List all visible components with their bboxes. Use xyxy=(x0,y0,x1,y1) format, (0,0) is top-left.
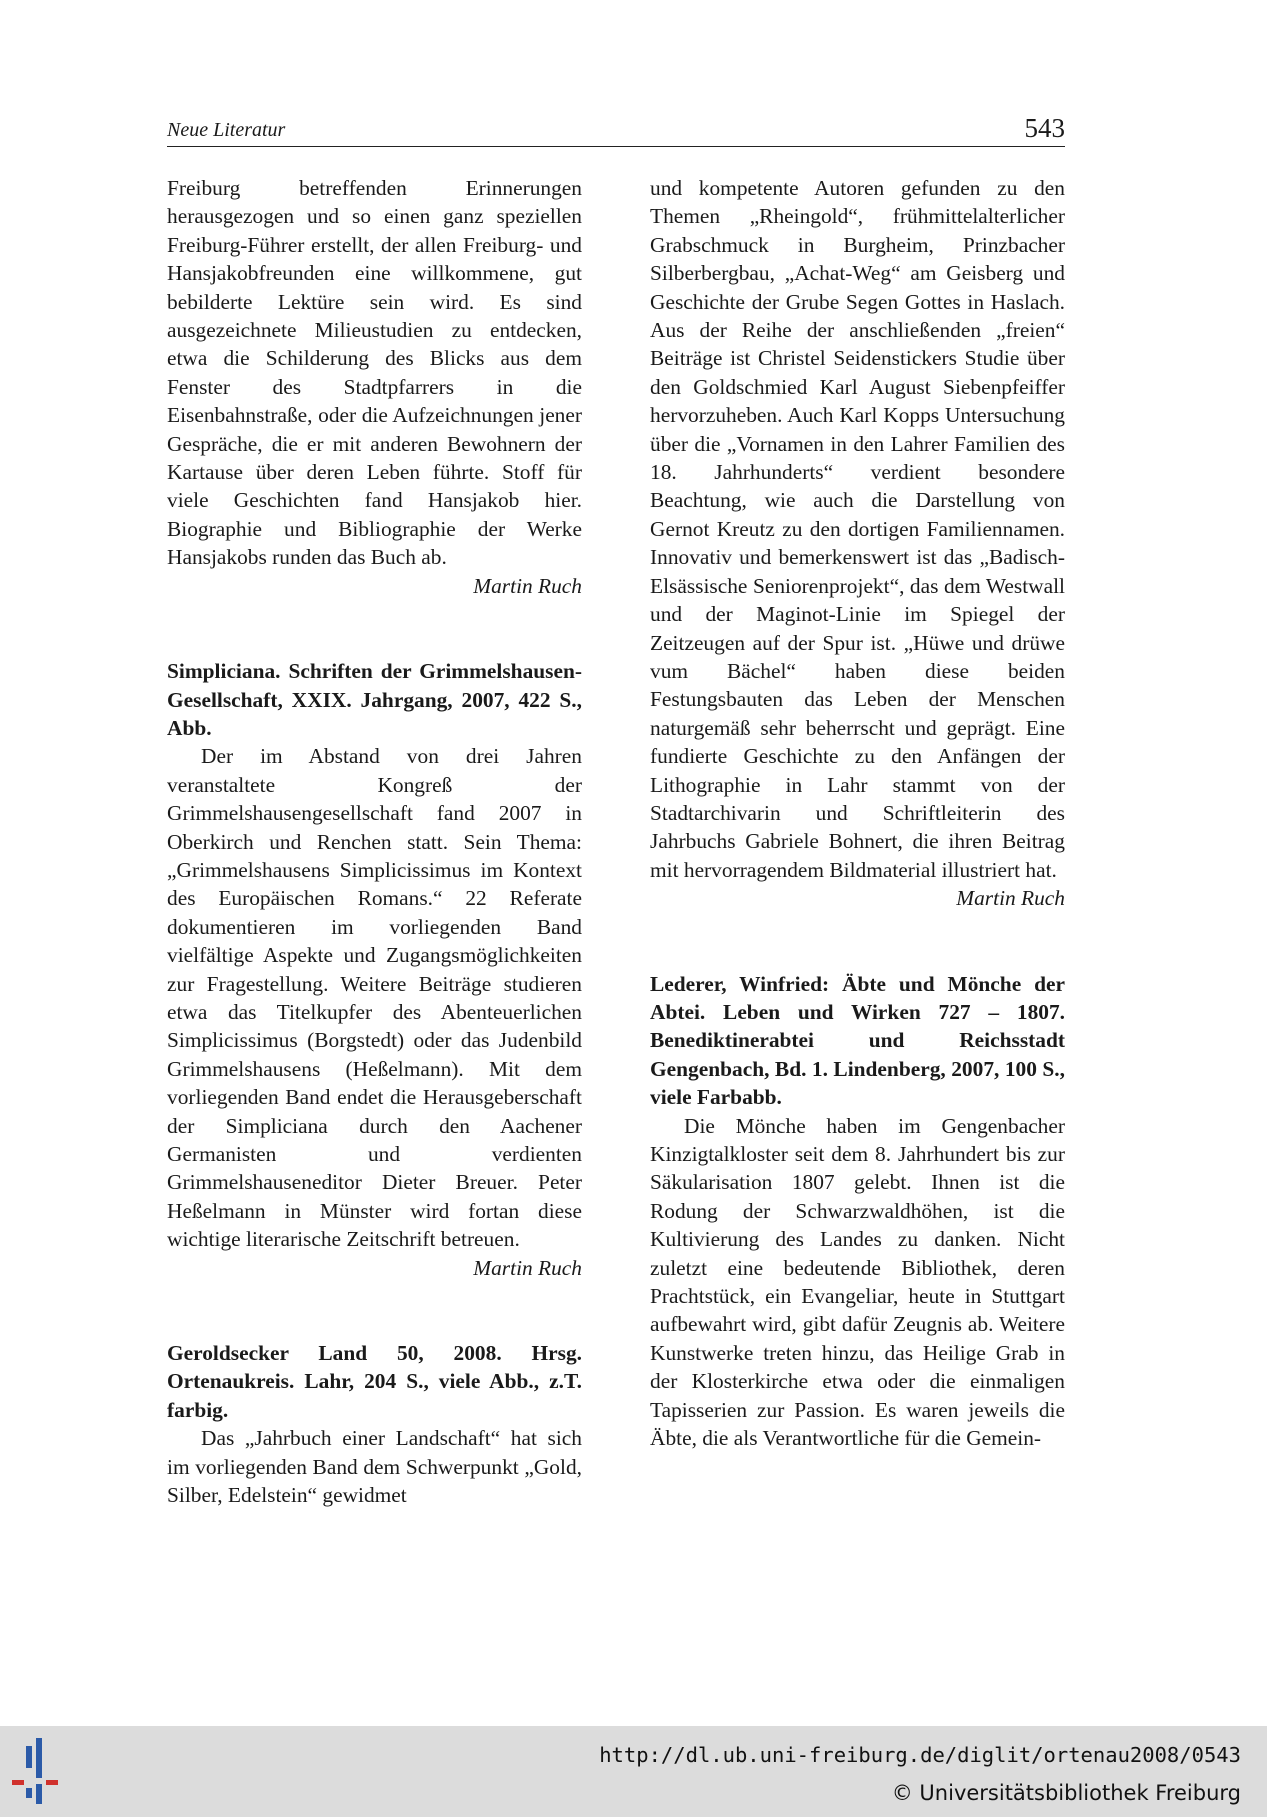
review-paragraph: Das „Jahrbuch einer Landschaft“ hat sich im vorliegenden Band dem Schwerpunkt „Gold, Silber, Edelstein“ gewidmet xyxy=(167,1426,582,1508)
review-heading: Geroldsecker Land 50, 2008. Hrsg. Ortenaukreis. Lahr, 204 S., viele Abb., z.T. farbig. xyxy=(167,1341,582,1422)
ub-freiburg-logo-icon[interactable] xyxy=(12,1738,78,1804)
running-header xyxy=(167,112,1065,147)
section-gap xyxy=(167,1282,582,1339)
source-url-link[interactable]: http://dl.ub.uni-freiburg.de/diglit/ortenau2008/0543 xyxy=(599,1743,1241,1767)
review-heading: Lederer, Winfried: Äbte und Mönche der Abtei. Leben und Wirken 727 – 1807. Benediktinerabtei und Reichsstadt Gengenbach, Bd. 1. Lindenberg, 2007, 100 S., viele Farbabb. xyxy=(650,971,1065,1110)
left-column xyxy=(167,174,582,1509)
running-title: Neue Literatur xyxy=(167,119,286,141)
review-paragraph: und kompetente Autoren gefunden zu den Themen „Rheingold“, frühmittelalterlicher Grabschmuck in Burgheim, Prinzbacher Silberbergbau, „Achat-Weg“ am Geisberg und Geschichte der Grube Segen Gottes in Haslach. Aus der Reihe der anschließenden „freien“ Beiträge ist Christel Seidenstickers Studie über den Goldschmied Karl August Siebenpfeiffer hervorzuheben. Auch Karl Kopps Untersuchung über die „Vornamen in den Lahrer Familien des 18. Jahrhunderts“ verdient besondere Beachtung, wie auch die Darstellung von Gernot Kreutz zu den dortigen Familiennamen. Innovativ und bemerkenswert ist das „Badisch-Elsässische Seniorenprojekt“, das dem Westwall und der Maginot-Linie im Spiegel der Zeitzeugen auf der Spur ist. „Hüwe und drüwe vum Bächel“ haben diese beiden Festungsbauten das Leben der Menschen naturgemäß sehr beherrscht und geprägt. Eine fundierte Geschichte zu den Anfängen der Lithographie in Lahr stammt von der Stadtarchivarin und Schriftleiterin des Jahrbuchs Gabriele Bohnert, die ihren Beitrag mit hervorragendem Bildmaterial illustriert hat. xyxy=(650,176,1065,882)
review-signature: Martin Ruch xyxy=(956,886,1065,911)
copyright-notice: © Universitätsbibliothek Freiburg xyxy=(891,1781,1241,1805)
review-paragraph: Freiburg betreffenden Erinnerungen herausgezogen und so einen ganz speziellen Freiburg-Führer erstellt, der allen Freiburg- und Hansjakobfreunden eine willkommene, gut bebilderte Lektüre sein wird. Es sind ausgezeichnete Milieustudien zu entdecken, etwa die Schilderung des Blicks aus dem Fenster des Stadtpfarrers in die Eisenbahnstraße, oder die Aufzeichnungen jener Gespräche, die er mit anderen Bewohnern der Kartause über deren Leben führte. Stoff für viele Geschichten fand Hansjakob hier. Biographie und Bibliographie der Werke Hansjakobs runden das Buch ab. xyxy=(167,176,582,570)
review-signature: Martin Ruch xyxy=(473,573,582,598)
review-heading: Simpliciana. Schriften der Grimmelshausen-Gesellschaft, XXIX. Jahrgang, 2007, 422 S., Abb. xyxy=(167,659,582,740)
review-paragraph: Die Mönche haben im Gengenbacher Kinzigtalkloster seit dem 8. Jahrhundert bis zur Säkularisation 1807 gelebt. Ihnen ist die Rodung der Schwarzwaldhöhen, ist die Kultivierung des Landes zu danken. Nicht zuletzt eine bedeutende Bibliothek, deren Prachtstück, ein Evangeliar, heute in Stuttgart aufbewahrt wird, gibt dafür Zeugnis ab. Weitere Kunstwerke treten hinzu, das Heilige Grab in der Klosterkirche etwa oder die einmaligen Tapisserien zur Passion. Es waren jeweils die Äbte, die als Verantwortliche für die Gemein- xyxy=(650,1113,1065,1451)
page-number: 543 xyxy=(1024,113,1065,143)
review-paragraph: Der im Abstand von drei Jahren veranstaltete Kongreß der Grimmelshausengesellschaft fand 2007 in Oberkirch und Renchen statt. Sein Thema: „Grimmelshausens Simplicissimus im Kontext des Europäischen Romans.“ 22 Referate dokumentieren im vorliegenden Band vielfältige Aspekte und Zugangsmöglichkeiten zur Fragestellung. Weitere Beiträge studieren etwa das Titelkupfer des Abenteuerlichen Simplicissimus (Borgstedt) oder das Judenbild Grimmelshausens (Heßelmann). Mit dem vorliegenden Band endet die Herausgeberschaft der Simpliciana durch den Aachener Germanisten und verdienten Grimmelshauseneditor Dieter Breuer. Peter Heßelmann in Münster wird fortan diese wichtige literarische Zeitschrift betreuen. xyxy=(167,744,582,1252)
right-column xyxy=(650,174,1065,1452)
review-signature: Martin Ruch xyxy=(473,1255,582,1280)
viewer-footer xyxy=(0,1726,1267,1817)
section-gap xyxy=(650,913,1065,970)
section-gap xyxy=(167,600,582,657)
